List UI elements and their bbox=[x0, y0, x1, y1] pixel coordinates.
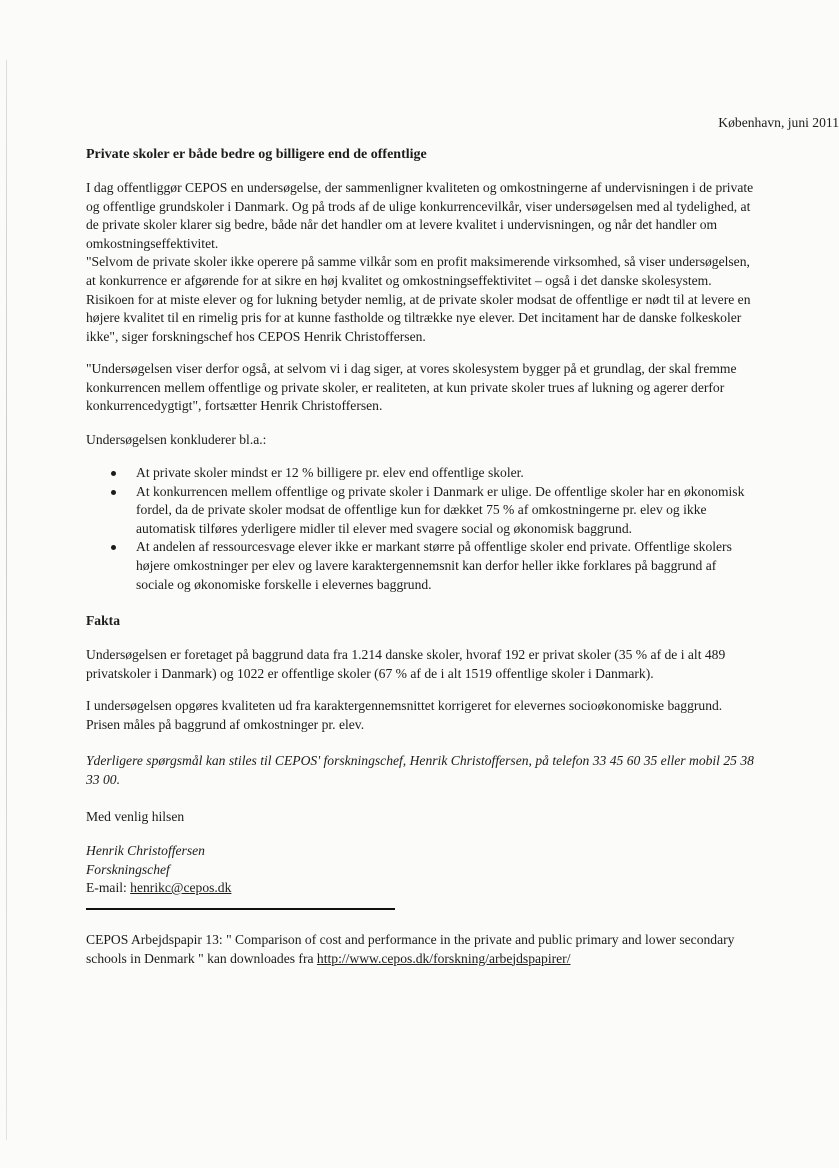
closing-greeting: Med venlig hilsen bbox=[86, 809, 185, 824]
fakta-paragraph: Undersøgelsen er foretaget på baggrund data fra 1.214 danske skoler, hvoraf 192 er privat skoler (35 % af de i alt 489 privatskoler i Danmark) og 1022 er offentlige skoler (67 % af de i alt 1519 offentlige skoler i Danmark). bbox=[86, 647, 726, 681]
intro-text: I dag offentliggør CEPOS en undersøgelse, der sammenligner kvaliteten og omkostningerne af undervisningen i de private og offentlige grundskoler i Danmark. Og på trods af de ulige konkurrencevilkår, viser undersøgelsen med al tydelighed, at de private skoler klarer sig bedre, både når det handler om at levere kvalitet i undervisningen, og når det handler om omkostningseffektivitet. bbox=[86, 180, 754, 251]
list-item-text: At private skoler mindst er 12 % billigere pr. elev end offentlige skoler. bbox=[136, 465, 524, 480]
date-line: København, juni 2011 bbox=[718, 115, 839, 130]
intro-paragraph bbox=[86, 179, 754, 346]
list-item-text: At konkurrencen mellem offentlige og private skoler i Danmark er ulige. De offentlige skoler har en økonomisk fordel, da de private skoler modsat de offentlige kun for dækket 75 % af omkostningerne pr. elev og ikke automatisk tilføres yderligere midler til elever med svagere social og økonomisk baggrund. bbox=[136, 483, 745, 536]
scan-edge bbox=[6, 60, 7, 1140]
contact-paragraph: Yderligere spørgsmål kan stiles til CEPOS' forskningschef, Henrik Christoffersen, på telefon 33 45 60 35 eller mobil 25 38 33 00. bbox=[86, 753, 754, 787]
footnote-link[interactable]: http://www.cepos.dk/forskning/arbejdspapirer/ bbox=[316, 950, 571, 966]
signature-email bbox=[86, 879, 754, 898]
bullet-icon bbox=[111, 471, 116, 476]
list-item-text: At andelen af ressourcesvage elever ikke er markant større på offentlige skoler end private. Offentlige skolers højere omkostninger per elev og lavere karaktergennemsnit kan derfor heller ikke forklares på baggrund af sociale og økonomiske forskelle i elevernes baggrund. bbox=[136, 539, 732, 592]
list-item bbox=[86, 483, 754, 539]
list-item bbox=[86, 538, 754, 594]
email-link[interactable]: henrikc@cepos.dk bbox=[130, 880, 232, 895]
fakta-heading: Fakta bbox=[86, 613, 120, 628]
signature-name: Henrik Christoffersen bbox=[86, 843, 205, 858]
email-label: E-mail: bbox=[86, 880, 131, 895]
quote-paragraph-2: "Undersøgelsen viser derfor også, at selvom vi i dag siger, at vores skolesystem bygger på et grundlag, der skal fremme konkurrencen mellem offentlige og private skoler, er realiteten, at kun private skoler trues af lukning og agerer derfor konkurrencedygtigt", fortsætter Henrik Christoffersen. bbox=[86, 361, 737, 414]
method-paragraph: I undersøgelsen opgøres kvaliteten ud fra karaktergennemsnittet korrigeret for elevernes socioøkonomiske baggrund. Prisen måles på baggrund af omkostninger pr. elev. bbox=[86, 698, 723, 732]
page-title: Private skoler er både bedre og billigere end de offentlige bbox=[86, 147, 427, 162]
bullet-icon bbox=[111, 490, 116, 495]
list-item bbox=[86, 464, 754, 483]
bullet-icon bbox=[111, 545, 116, 550]
footnote-text: CEPOS Arbejdspapir 13: " Comparison of cost and performance in the private and public primary and lower secondary schools in Denmark " kan downloades fra bbox=[86, 932, 735, 966]
conclusion-list bbox=[86, 464, 754, 594]
footnote-divider bbox=[86, 908, 395, 910]
conclusion-intro: Undersøgelsen konkluderer bl.a.: bbox=[86, 432, 267, 447]
quote-paragraph: "Selvom de private skoler ikke operere på samme vilkår som en profit maksimerende virksomhed, så viser undersøgelsen, at konkurrence er afgørende for at sikre en høj kvalitet og omkostningseffektivitet – også i det danske skolesystem. Risikoen for at miste elever og for lukning betyder nemlig, at de private skoler modsat de offentlige er nødt til at levere en højere kvalitet til en rimelig pris for at kunne fastholde og tiltrække nye elever. Det incitament har de danske folkeskoler ikke", siger forskningschef hos CEPOS Henrik Christoffersen. bbox=[86, 254, 751, 344]
signature-title: Forskningschef bbox=[86, 862, 170, 877]
footnote bbox=[86, 931, 754, 968]
